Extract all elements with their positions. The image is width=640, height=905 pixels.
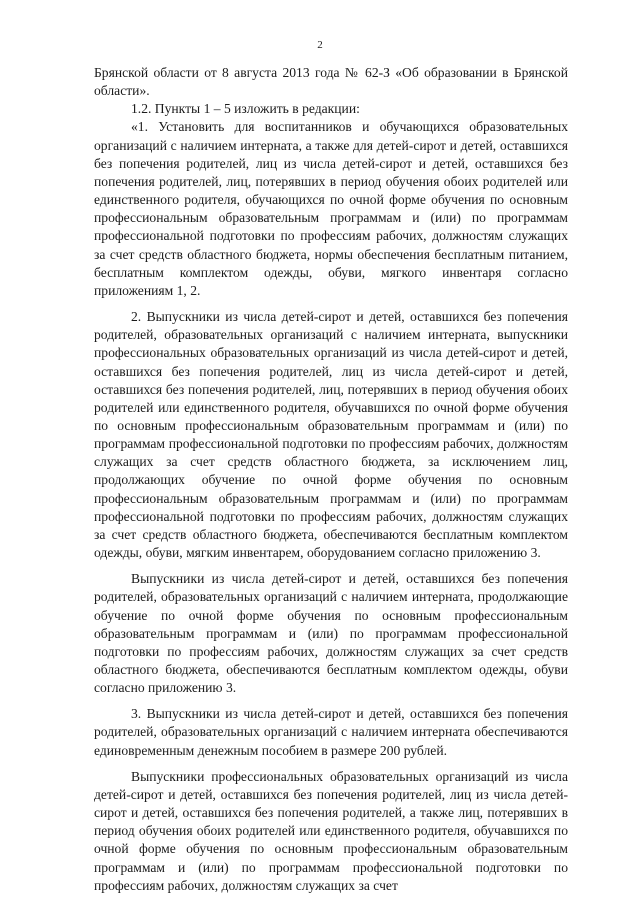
paragraph-point-1: «1. Установить для воспитанников и обучающихся образовательных организаций с наличием интерната, а также для детей-сирот и детей, оставшихся без попечения родителей, лиц из числа детей-сирот и детей, оставшихся без попечения родителей, лиц, потерявших в период обучения обоих родителей или единственного родителя, обучающихся по очной форме обучения по основным профессиональным образовательным программам и (или) по программам профессиональной подготовки по профессиям рабочих, должностям служащих за счет средств областного бюджета, нормы обеспечения бесплатным питанием, бесплатным комплектом одежды, обуви, мягкого инвентаря согласно приложениям 1, 2. [94,119,568,298]
paragraph-point-2-continued: Выпускники из числа детей-сирот и детей, оставшихся без попечения родителей, образовательных организаций с наличием интерната, продолжающие обучение по очной форме обучения по основным профессиональным образовательным программам и (или) по программам профессиональной подготовки по профессиям рабочих, должностям служащих за счет средств областного бюджета, обеспечиваются бесплатным комплектом одежды, обуви согласно приложению 3. [94,571,568,696]
paragraph-point-2: 2. Выпускники из числа детей-сирот и детей, оставшихся без попечения родителей, образовательных организаций с наличием интерната, выпускники профессиональных образовательных организаций из числа детей-сирот и детей, оставшихся без попечения родителей, лиц из числа детей-сирот и детей, оставшихся без попечения родителей, лиц, потерявших в период обучения обоих родителей или единственного родителя, обучавшихся по очной форме обучения по основным профессиональным образовательным программам и (или) по программам профессиональной подготовки по профессиям рабочих, должностям служащих за счет средств областного бюджета, за исключением лиц, продолжающих обучение по очной форме обучения по основным профессиональным образовательным программам и (или) по программам профессиональной подготовки по профессиям рабочих, должностям служащих за счет средств областного бюджета, обеспечиваются бесплатным комплектом одежды, обуви, мягким инвентарем, оборудованием согласно приложению 3. [94,309,568,561]
page-number: 2 [317,39,323,51]
paragraph-clause-1-2: 1.2. Пункты 1 – 5 изложить в редакции: [131,101,360,117]
paragraph-point-3-continued: Выпускники профессиональных образовательных организаций из числа детей-сирот и детей, оставшихся без попечения родителей, лиц из числа детей-сирот и детей, оставшихся без попечения родителей, а также лиц, потерявших в период обучения обоих родителей или единственного родителя, обучавшихся по очной форме обучения по основным профессиональным образовательным программам и (или) по программам профессиональной подготовки по профессиям рабочих, должностям служащих за счет [94,768,568,893]
paragraph-continuation: Брянской области от 8 августа 2013 года № 62-З «Об образовании в Брянской области». [94,65,568,99]
document-body [94,64,568,895]
paragraph-point-3: 3. Выпускники из числа детей-сирот и детей, оставшихся без попечения родителей, образовательных организаций с наличием интерната обеспечиваются единовременным денежным пособием в размере 200 рублей. [94,706,568,758]
